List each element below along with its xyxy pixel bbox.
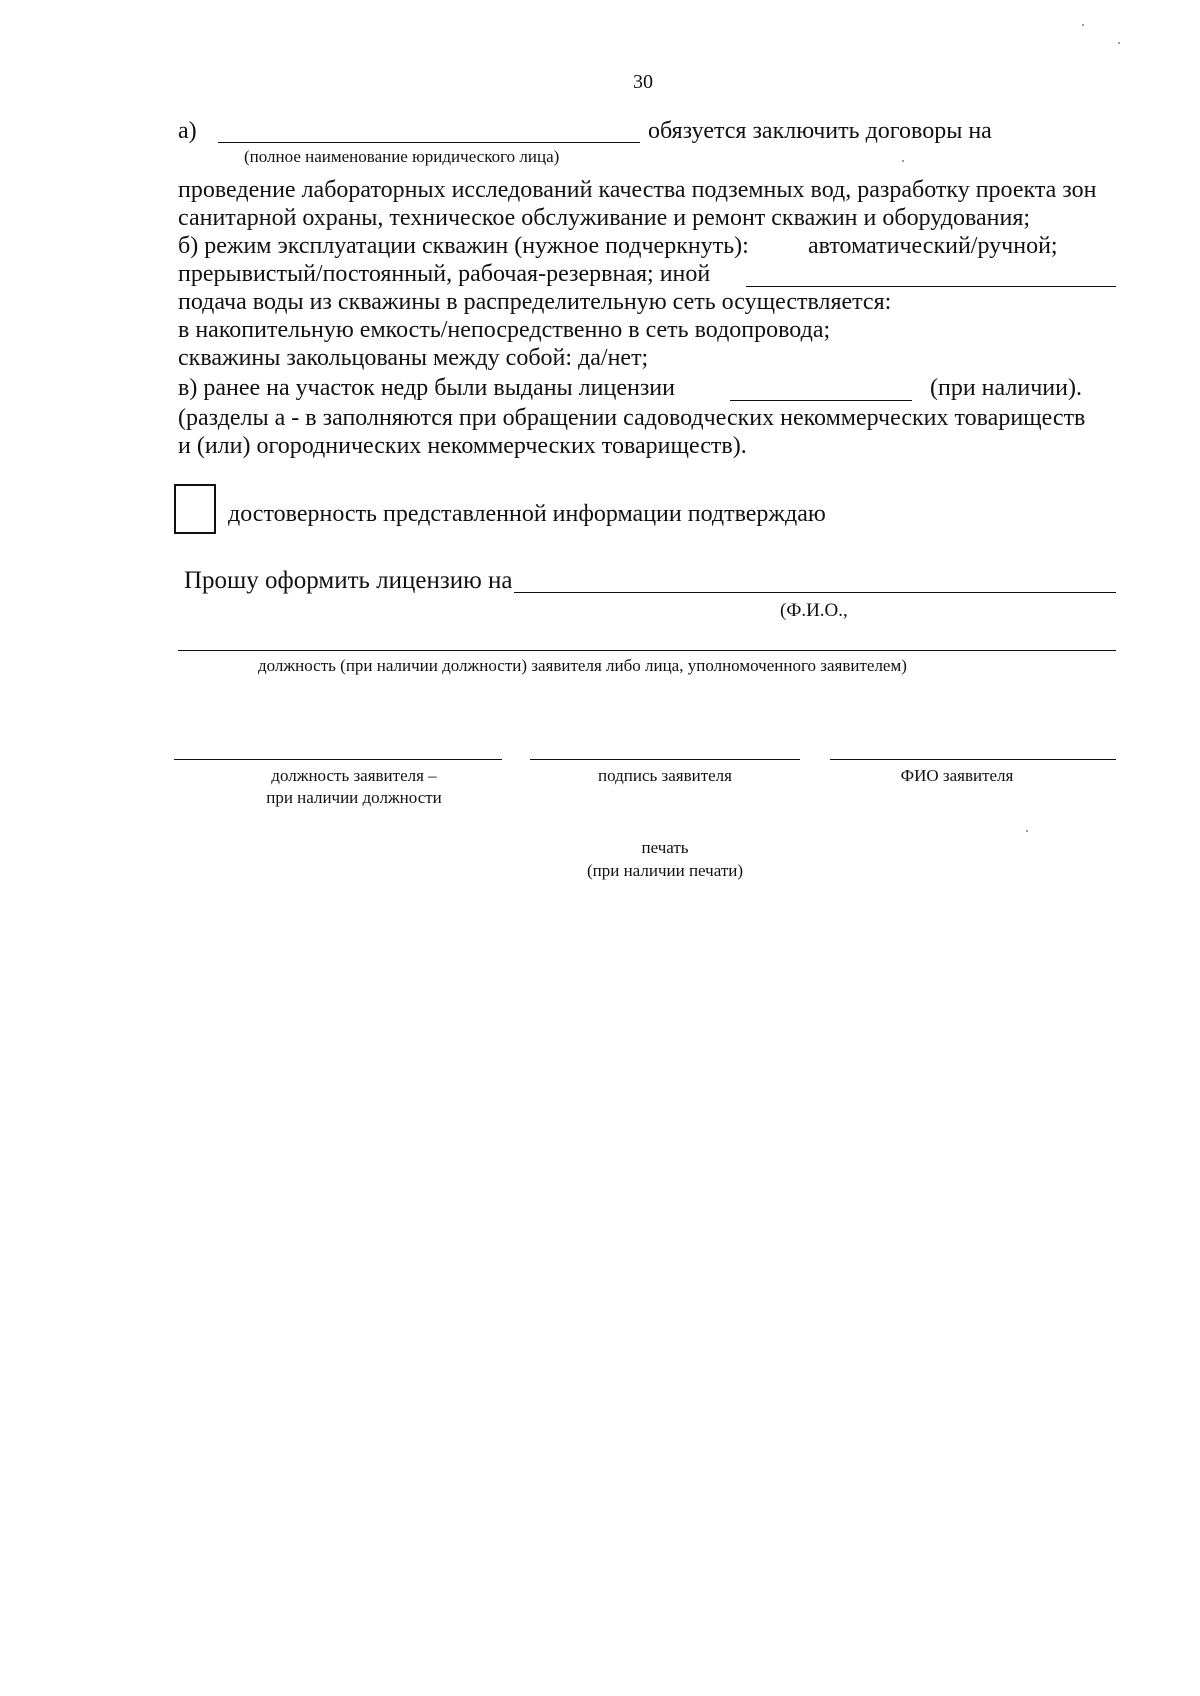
name-caption: ФИО заявителя — [900, 766, 1014, 785]
item-a-marker: а) — [178, 118, 197, 144]
item-b-line-2[interactable]: прерывистый/постоянный, рабочая-резервная; иной — [178, 261, 711, 287]
signature-line[interactable] — [530, 759, 800, 760]
previous-licenses-field[interactable] — [730, 400, 912, 401]
request-label: Прошу оформить лицензию на — [184, 567, 513, 594]
name-signature-line[interactable] — [830, 759, 1116, 760]
position-caption: должность (при наличии должности) заявителя либо лица, уполномоченного заявителем) — [258, 656, 907, 675]
item-b-line-1-left: б) режим эксплуатации скважин (нужное подчеркнуть): — [178, 233, 749, 259]
legal-entity-name-caption: (полное наименование юридического лица) — [244, 147, 560, 166]
item-b-line-3: подача воды из скважины в распределительную сеть осуществляется: — [178, 289, 892, 315]
fio-caption: (Ф.И.О., — [780, 600, 848, 621]
scan-speck — [1026, 830, 1028, 832]
position-signature-line[interactable] — [174, 759, 502, 760]
item-c-if-any: (при наличии). — [930, 375, 1082, 401]
item-c-note-line-1: (разделы а - в заполняются при обращении садоводческих некоммерческих товариществ — [178, 405, 1086, 431]
confirm-label: достоверность представленной информации подтверждаю — [228, 501, 826, 527]
scan-speck — [1082, 24, 1084, 26]
item-b-line-4[interactable]: в накопительную емкость/непосредственно в сеть водопровода; — [178, 317, 831, 343]
item-a-line-2: санитарной охраны, техническое обслуживание и ремонт скважин и оборудования; — [178, 205, 1031, 231]
item-b-line-5[interactable]: скважины закольцованы между собой: да/нет; — [178, 345, 649, 371]
legal-entity-name-field[interactable] — [218, 142, 640, 143]
position-caption-line-1: должность заявителя – — [271, 766, 437, 785]
item-b-mode-options[interactable]: автоматический/ручной; — [808, 233, 1058, 259]
applicant-position-field[interactable] — [178, 650, 1116, 651]
confirm-checkbox[interactable] — [174, 484, 216, 534]
other-mode-field[interactable] — [746, 286, 1116, 287]
stamp-label: печать — [641, 838, 689, 857]
stamp-caption: (при наличии печати) — [586, 861, 744, 880]
position-caption-line-2: при наличии должности — [266, 788, 442, 807]
scan-speck — [1118, 42, 1120, 44]
item-a-obligation-text: обязуется заключить договоры на — [648, 118, 992, 144]
item-a-line-1: проведение лабораторных исследований качества подземных вод, разработку проекта зон — [178, 177, 1097, 203]
page-number: 30 — [633, 71, 653, 93]
scan-speck — [902, 160, 904, 162]
signature-caption: подпись заявителя — [598, 766, 732, 785]
item-c-text: в) ранее на участок недр были выданы лицензии — [178, 375, 675, 401]
item-c-note-line-2: и (или) огороднических некоммерческих товариществ). — [178, 433, 747, 459]
applicant-fio-field[interactable] — [514, 592, 1116, 593]
